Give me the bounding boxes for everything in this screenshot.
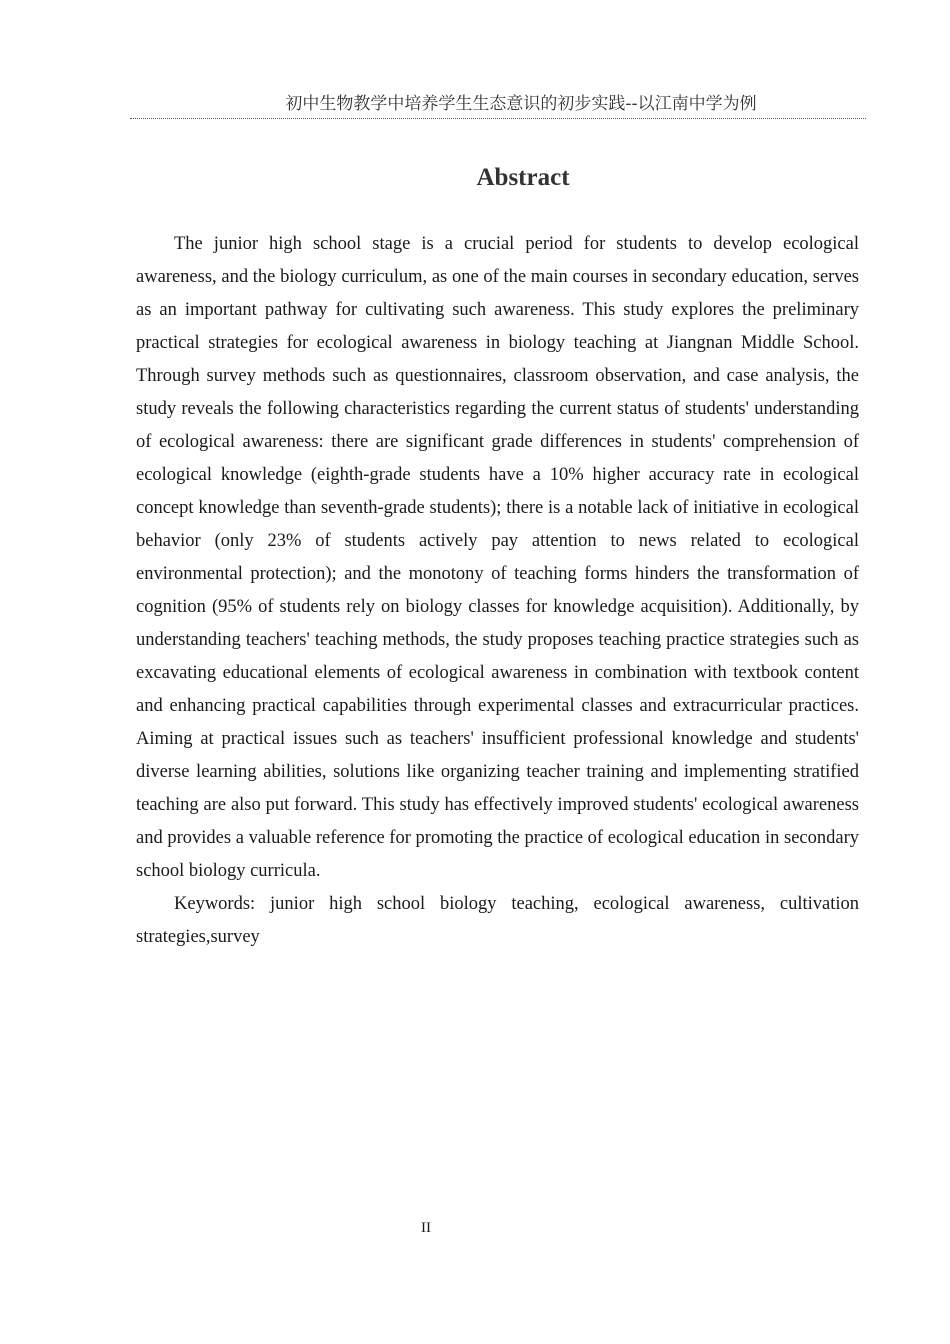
page-number: II <box>421 1220 431 1236</box>
abstract-body <box>136 228 859 954</box>
abstract-paragraph: The junior high school stage is a crucial period for students to develop ecological awareness, and the biology curriculum, as one of the main courses in secondary education, serves as an important pathway for cultivating such awareness. This study explores the preliminary practical strategies for ecological awareness in biology teaching at Jiangnan Middle School. Through survey methods such as questionnaires, classroom observation, and case analysis, the study reveals the following characteristics regarding the current status of students' understanding of ecological awareness: there are significant grade differences in students' comprehension of ecological knowledge (eighth-grade students have a 10% higher accuracy rate in ecological concept knowledge than seventh-grade students); there is a notable lack of initiative in ecological behavior (only 23% of students actively pay attention to news related to ecological environmental protection); and the monotony of teaching forms hinders the transformation of cognition (95% of students rely on biology classes for knowledge acquisition). Additionally, by understanding teachers' teaching methods, the study proposes teaching practice strategies such as excavating educational elements of ecological awareness in combination with textbook content and enhancing practical capabilities through experimental classes and extracurricular practices. Aiming at practical issues such as teachers' insufficient professional knowledge and students' diverse learning abilities, solutions like organizing teacher training and implementing stratified teaching are also put forward. This study has effectively improved students' ecological awareness and provides a valuable reference for promoting the practice of ecological education in secondary school biology curricula. <box>136 234 859 881</box>
running-header <box>130 92 866 119</box>
abstract-title: Abstract <box>476 164 570 191</box>
running-header-title: 初中生物教学中培养学生生态意识的初步实践--以江南中学为例 <box>285 94 757 114</box>
keywords-paragraph: Keywords: junior high school biology teaching, ecological awareness, cultivation strategies,survey <box>136 894 859 947</box>
